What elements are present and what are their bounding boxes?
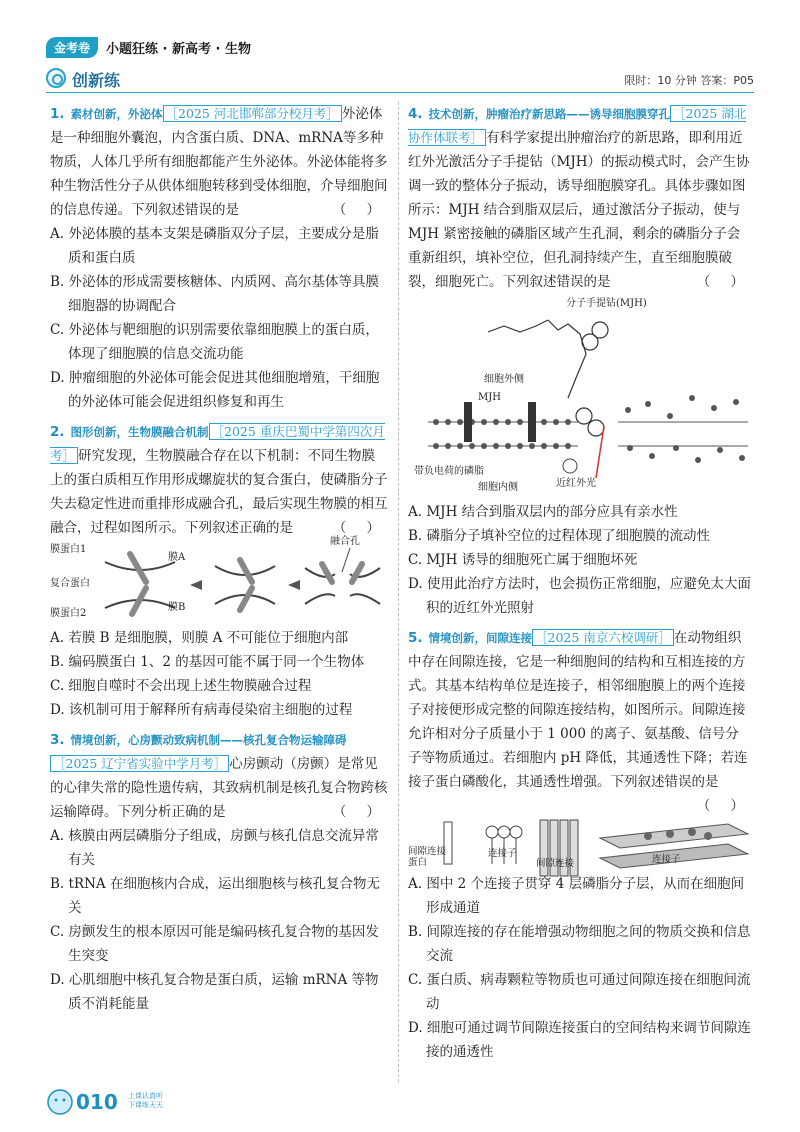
answer-bracket: （ ）: [696, 274, 752, 290]
question-4: [408, 102, 752, 620]
option-c: C. 房颤发生的根本原因可能是编码核孔复合物的基因发生突变: [50, 924, 379, 964]
option-d: D. 细胞可通过调节间隙连接蛋白的空间结构来调节间隙连接的通透性: [408, 1020, 751, 1060]
label-protein-2: 膜蛋白2: [50, 608, 87, 619]
question-source: ［2025 河北邯郸部分校月考］: [163, 105, 342, 122]
question-tag: 情境创新，心房颤动致病机制——核孔复合物运输障碍: [70, 733, 347, 747]
question-5: [408, 626, 752, 1064]
option-b: B. 磷脂分子填补空位的过程体现了细胞膜的流动性: [408, 528, 711, 544]
left-column: [50, 102, 388, 1016]
label-mjh: MJH: [478, 392, 501, 403]
option-b: B. 外泌体的形成需要核糖体、内质网、高尔基体等具膜细胞器的协调配合: [50, 274, 380, 314]
label-protein-1: 膜蛋白1: [50, 544, 87, 555]
question-stem: 心房颤动（房颤）是常见的心律失常的隐性遗传病，其致病机制是核孔复合物跨核运输障碍。下列分析正确的是: [50, 756, 388, 820]
label-near-infrared: 近红外光: [556, 478, 596, 489]
option-b: B. tRNA 在细胞核内合成，运出细胞核与核孔复合物无关: [50, 876, 380, 916]
column-divider: [398, 102, 399, 1082]
question-3: [50, 728, 388, 1016]
question-tag: 技术创新，肿瘤治疗新思路——诱导细胞膜穿孔: [428, 107, 671, 121]
section-title: 创新练: [72, 71, 121, 90]
question-tag: 图形创新，生物膜融合机制: [70, 425, 209, 439]
phospholipid-heads: [433, 395, 745, 463]
question-1: [50, 102, 388, 414]
answer-bracket: （ ）: [696, 798, 752, 814]
option-a: A. 若膜 B 是细胞膜，则膜 A 不可能位于细胞内部: [50, 630, 349, 646]
time-answer-meta: 限时：10 分钟 答案：P05: [624, 74, 754, 87]
option-b: B. 间隙连接的存在能增强动物细胞之间的物质交换和信息交流: [408, 924, 751, 964]
label-fusion-pore: 融合孔: [330, 536, 360, 547]
option-d: D. 肿瘤细胞的外泌体可能会促进其他细胞增殖，干细胞的外泌体可能会促进组织修复和再生: [50, 370, 380, 410]
book-title: 小题狂练 · 新高考 · 生物: [106, 41, 251, 57]
running-header: [46, 36, 251, 58]
footer-slogan: [128, 1092, 163, 1110]
page-footer: [46, 1088, 196, 1118]
question-stem: 有科学家提出肿瘤治疗的新思路，即利用近红外光激活分子手提钻（MJH）的振动模式时，会产生协调一致的整体分子振动，诱导细胞膜穿孔。具体步骤如图所示：MJH 结合到脂双层后，通过激活分子振动，使与 MJH 紧密接触的磷脂区域产生孔洞，剩余的磷脂分子会重新组织，填补空位，但孔洞持续产生，直至细胞膜破裂，细胞死亡。下列叙述错误的是: [408, 130, 750, 290]
label-membrane-b: 膜B: [168, 602, 186, 613]
option-d: D. 该机制可用于解释所有病毒侵染宿主细胞的过程: [50, 702, 353, 718]
light-bulb-icon: [563, 459, 577, 473]
slogan-line-2: 下课练天天: [128, 1101, 163, 1109]
membrane-fusion-diagram: [50, 544, 388, 622]
section-header: [46, 66, 754, 93]
question-number: 4.: [408, 106, 423, 122]
question-tag: 素材创新，外泌体: [70, 107, 163, 121]
question-source: ［2025 南京六校调研］: [532, 629, 674, 646]
answer-bracket: （ ）: [332, 804, 388, 820]
question-number: 5.: [408, 630, 423, 646]
label-membrane-a: 膜A: [168, 552, 186, 563]
label-cell-inside: 细胞内侧: [478, 482, 518, 493]
option-c: C. 蛋白质、病毒颗粒等物质也可通过间隙连接在细胞间流动: [408, 972, 751, 1012]
answer-bracket: （ ）: [332, 520, 388, 536]
option-a: A. MJH 结合到脂双层内的部分应具有亲水性: [408, 504, 678, 520]
label-charged-phospholipid: 带负电荷的磷脂: [414, 466, 484, 477]
option-c: C. 细胞自噬时不会出现上述生物膜融合过程: [50, 678, 312, 694]
question-tag: 情境创新，间隙连接: [428, 631, 533, 645]
label-complex-protein: 复合蛋白: [50, 578, 90, 589]
gap-junction-figure: [408, 798, 752, 868]
label-molecular-drill: 分子手提钻(MJH): [566, 298, 647, 309]
mjh-rod: [464, 402, 472, 442]
mjh-rod: [528, 402, 536, 442]
series-badge: 金考卷: [46, 37, 98, 58]
answer-bracket: （ ）: [332, 202, 388, 218]
label-connexon-2: 连接子: [652, 854, 681, 865]
option-b: B. 编码膜蛋白 1、2 的基因可能不属于同一个生物体: [50, 654, 365, 670]
question-stem: 在动物组织中存在间隙连接，它是一种细胞间的结构和互相连接的方式。其基本结构单位是连接子，相邻细胞膜上的两个连接子对接便形成完整的间隙连接结构，如图所示。间隙连接允许相对分子质量小于 1 000 的离子、氨基酸、信号分子等物质通过。若细胞内 pH 降低，其通透性下降；若连接子蛋白磷酸化，其通透性增强。下列叙述错误的是: [408, 630, 748, 790]
molecular-drill-figure: [408, 298, 752, 496]
option-d: D. 使用此治疗方法时，也会损伤正常细胞，应避免太大面积的近红外光照射: [408, 576, 751, 616]
question-source: ［2025 辽宁省实验中学月考］: [50, 755, 229, 772]
magnifier-icon: [46, 68, 66, 88]
label-cell-outside: 细胞外侧: [484, 374, 524, 385]
question-stem: 研究发现，生物膜融合存在以下机制：不同生物膜上的蛋白质相互作用形成螺旋状的复合蛋白，使磷脂分子失去稳定性进而重排形成融合孔，最后实现生物膜的相互融合，过程如图所示。下列叙述正确的是: [50, 448, 388, 536]
page-number: 010: [76, 1090, 118, 1114]
question-source: ［2025 湖北协作体联考］: [408, 106, 747, 145]
mascot-icon: [46, 1088, 74, 1116]
question-number: 1.: [50, 106, 65, 122]
question-stem: 外泌体是一种细胞外囊泡，内含蛋白质、DNA、mRNA等多种物质，人体几乎所有细胞都能产生外泌体。外泌体能将多种生物活性分子从供体细胞转移到受体细胞，介导细胞间的信息传递。下列叙述错误的是: [50, 106, 388, 218]
question-number: 3.: [50, 732, 65, 748]
option-a: A. 外泌体膜的基本支架是磷脂双分子层，主要成分是脂质和蛋白质: [50, 226, 379, 266]
label-gap-junction: 间隙连接: [536, 858, 575, 869]
option-a: A. 图中 2 个连接子贯穿 4 层磷脂分子层，从而在细胞间形成通道: [408, 876, 745, 916]
question-number: 2.: [50, 424, 65, 440]
option-a: A. 核膜由两层磷脂分子组成，房颤与核孔信息交流异常有关: [50, 828, 379, 868]
gap-junction-diagram: [408, 818, 752, 888]
option-c: C. MJH 诱导的细胞死亡属于细胞坏死: [408, 552, 638, 568]
question-2: [50, 420, 388, 722]
option-c: C. 外泌体与靶细胞的识别需要依靠细胞膜上的蛋白质，体现了细胞膜的信息交流功能: [50, 322, 379, 362]
slogan-line-1: 上课认真听: [128, 1092, 163, 1100]
question-source: ［2025 重庆巴蜀中学第四次月考］: [50, 424, 385, 463]
option-d: D. 心肌细胞中核孔复合物是蛋白质，运输 mRNA 等物质不消耗能量: [50, 972, 379, 1012]
label-connexon: 连接子: [488, 848, 517, 859]
label-junction-protein: 间隙连接蛋白: [408, 846, 447, 868]
right-column: [408, 102, 752, 1064]
membrane-fusion-figure: [50, 536, 388, 622]
